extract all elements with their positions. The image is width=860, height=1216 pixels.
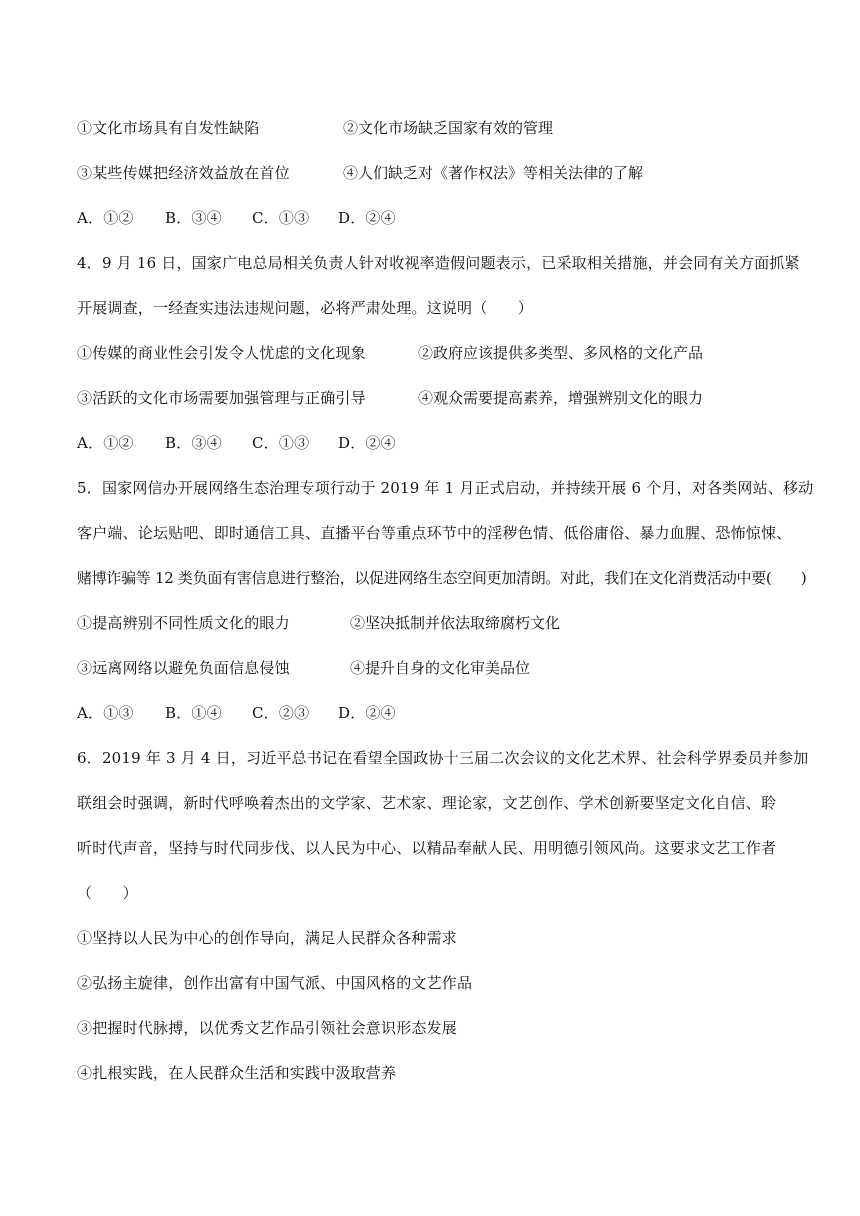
q3-choice-b: B．③④ (165, 209, 222, 227)
q4-option-2: ②政府应该提供多类型、多风格的文化产品 (418, 344, 704, 362)
q6-stem-line-3: 听时代声音，坚持与时代同步伐、以人民为中心、以精品奉献人民、用明德引领风尚。这要求文艺工作者 (77, 839, 777, 857)
q6-option-3: ③把握时代脉搏，以优秀文艺作品引领社会意识形态发展 (77, 1019, 458, 1037)
q4-choice-a: A．①② (77, 434, 134, 452)
q5-choice-a: A．①③ (77, 704, 134, 722)
q3-option-2: ②文化市场缺乏国家有效的管理 (343, 119, 554, 137)
q3-choice-d: D．②④ (338, 209, 396, 227)
q6-option-1: ①坚持以人民为中心的创作导向，满足人民群众各种需求 (77, 929, 458, 947)
q4-choice-c: C．①③ (252, 434, 310, 452)
q4-stem-line-2: 开展调查，一经查实违法违规问题，必将严肃处理。这说明（ ） (77, 299, 534, 317)
q3-option-3: ③某些传媒把经济效益放在首位 (77, 164, 290, 182)
q5-choice-c: C．②③ (252, 704, 310, 722)
q3-choice-a: A．①② (77, 209, 134, 227)
q4-choices (77, 433, 396, 453)
q5-option-4: ④提升自身的文化审美品位 (350, 659, 531, 677)
q3-choices (77, 208, 396, 228)
q5-option-1: ①提高辨别不同性质文化的眼力 (77, 614, 290, 632)
q4-choice-b: B．③④ (165, 434, 222, 452)
q6-stem-line-1: 6．2019 年 3 月 4 日，习近平总书记在看望全国政协十三届二次会议的文化艺术界、社会科学界委员并参加 (77, 749, 809, 767)
q5-option-3: ③远离网络以避免负面信息侵蚀 (77, 659, 290, 677)
q6-option-2: ②弘扬主旋律，创作出富有中国气派、中国风格的文艺作品 (77, 974, 473, 992)
q3-option-4: ④人们缺乏对《著作权法》等相关法律的了解 (343, 164, 644, 182)
q5-choice-b: B．①④ (165, 704, 222, 722)
q5-option-2: ②坚决抵制并依法取缔腐朽文化 (350, 614, 561, 632)
q3-option-1: ①文化市场具有自发性缺陷 (77, 119, 260, 137)
q4-option-1: ①传媒的商业性会引发令人忧虑的文化现象 (77, 344, 366, 362)
q4-option-3: ③活跃的文化市场需要加强管理与正确引导 (77, 389, 366, 407)
q6-stem-line-2: 联组会时强调，新时代呼唤着杰出的文学家、艺术家、理论家，文艺创作、学术创新要坚定文化自信、聆 (77, 794, 777, 812)
q5-stem-line-3: 赌博诈骗等 12 类负面有害信息进行整治，以促进网络生态空间更加清朗。对此，我们在文化消费活动中要( ) (77, 569, 807, 587)
q5-stem-line-1: 5．国家网信办开展网络生态治理专项行动于 2019 年 1 月正式启动，并持续开展 6 个月，对各类网站、移动 (77, 479, 814, 497)
q3-choice-c: C．①③ (252, 209, 310, 227)
q4-stem-line-1: 4．9 月 16 日，国家广电总局相关负责人针对收视率造假问题表示，已采取相关措施，并会同有关方面抓紧 (77, 254, 800, 272)
q4-option-4: ④观众需要提高素养，增强辨别文化的眼力 (418, 389, 704, 407)
q5-stem-line-2: 客户端、论坛贴吧、即时通信工具、直播平台等重点环节中的淫秽色情、低俗庸俗、暴力血腥、恐怖惊悚、 (77, 524, 792, 542)
q6-stem-line-4: （ ） (77, 884, 138, 902)
q5-choices (77, 703, 396, 723)
q6-option-4: ④扎根实践，在人民群众生活和实践中汲取营养 (77, 1064, 397, 1082)
q5-choice-d: D．②④ (338, 704, 396, 722)
q4-choice-d: D．②④ (338, 434, 396, 452)
